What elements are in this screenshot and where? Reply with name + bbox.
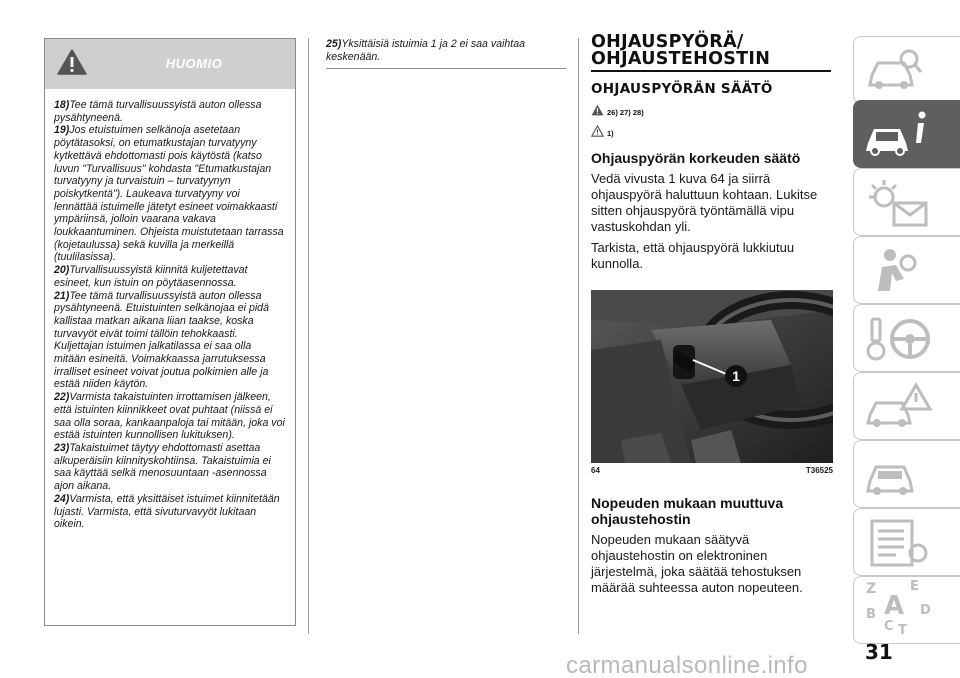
warning-item-21: 21)Tee tämä turvallisuussyistä auton ollessa pysähtyneenä. Etuistuinten selkänojaa ei pidä kallistaa matkan aikana liian taakse, koska turvavyöt eivät toimi tällöin tehokkaasti. Kuljettajan istuimen jalkatilassa ei saa olla mitään esineitä. Voimakkaassa jarrutuksessa irralliset esineet voivat joutua polkimien alle ja estää niiden käytön.: [54, 289, 269, 391]
heading-speed-sensitive-steering: Nopeuden mukaan muuttuva ohjaustehostin: [591, 495, 784, 527]
car-magnify-icon: [864, 45, 924, 95]
callout-1-badge: 1: [725, 365, 747, 387]
tab-emergency[interactable]: [853, 372, 960, 440]
car-info-icon: [864, 109, 934, 159]
caution-triangle-icon: [591, 125, 604, 137]
column-divider-left: [308, 38, 309, 634]
caution-references: 1): [607, 128, 614, 138]
warning-item-23: 23)Takaistuimet täytyy ehdottomasti asettaa alkuperäisiin kiinnityskohtiinsa. Takaistuimia ei saa käyttää selkä menosuuntaan -asennossa ajon aikana.: [54, 441, 271, 493]
section-title-rule: [591, 70, 831, 72]
warning-triangle-icon: [591, 104, 604, 116]
warning-body: [45, 89, 295, 531]
paragraph-speed-sensitive-steering: Nopeuden mukaan säätyvä ohjaustehostin on elektroninen järjestelmä, joka säätää tehostuksen määrää suhteessa auton nopeuteen.: [591, 532, 803, 595]
heading-height-adjustment: Ohjauspyörän korkeuden säätö: [591, 150, 801, 166]
section-title: OHJAUSPYÖRÄ/ OHJAUSTEHOSTIN: [591, 32, 771, 69]
warning-header: [45, 39, 295, 89]
middle-note: 25)Yksittäisiä istuimia 1 ja 2 ei saa vaihtaa keskenään.: [326, 38, 566, 69]
figure-64-photo: [591, 290, 833, 463]
tab-index[interactable]: [853, 576, 960, 644]
car-warning-icon: [864, 381, 934, 435]
tab-maintenance[interactable]: [853, 440, 960, 508]
warning-item-22: 22)Varmista takaistuinten irrottamisen jälkeen, että istuinten kiinnikkeet ovat puhtaat (niissä ei saa olla soraa, kankaanpaloja tai mitään, joka voi estää istuinten kunnollisen lukituksen).: [54, 391, 285, 442]
tab-technical-data[interactable]: [853, 508, 960, 576]
column-divider-right: [578, 38, 579, 634]
warning-lights-icon: [864, 177, 934, 231]
warning-item-24: 24)Varmista, että yksittäiset istuimet kiinnitetään lujasti. Varmista, että sivuturvavyöt lukitaan oikein.: [54, 492, 280, 531]
figure-code: T36525: [805, 466, 833, 475]
warning-reference-row: [591, 103, 833, 117]
paragraph-adjust-instructions: Vedä vivusta 1 kuva 64 ja siirrä ohjauspyörä haluttuun kohtaan. Lukitse sitten ohjauspyörä työntämällä vipu vastuskohdan yli.: [591, 171, 818, 234]
car-service-icon: [864, 449, 924, 503]
warning-item-19: 19)Jos etuistuimen selkänoja asetetaan pöytätasoksi, on etumatkustajan turvatyyny kytkettävä ehdottomasti pois käytöstä (katso luvun "Turvallisuus" kohdasta "Etumatkustajan turvatyyny ja turvaistuin – turvatyynyn poiskytkentä"). Laukeava turvatyyny voi lennättää istuimelle jätetyt esineet voimakkaasti ympäriinsä, jolloin vaarana vakava loukkaantuminen. Ohjeista muistutetaan tarrassa (kojetaulussa) sekä kuvilla ja merkeillä (tuulilasissa).: [54, 124, 284, 264]
airbag-person-icon: [864, 245, 924, 299]
warning-item-20: 20)Turvallisuussyistä kiinnitä kuljetettavat esineet, kun istuin on pöytäasennossa.: [54, 264, 248, 289]
paragraph-check-lock: Tarkista, että ohjauspyörä lukkiutuu kunnolla.: [591, 240, 795, 271]
steering-column-illustration: [591, 290, 833, 463]
caution-reference-row: [591, 124, 833, 138]
alphabet-index-icon: Z E A B C T D: [866, 579, 931, 638]
tab-car-overview[interactable]: [853, 36, 960, 104]
page-number: 31: [865, 640, 893, 664]
figure-caption: [591, 466, 833, 475]
tab-starting-driving[interactable]: [853, 304, 960, 372]
tab-safety[interactable]: [853, 236, 960, 304]
warning-item-18: 18)Tee tämä turvallisuussyistä auton ollessa pysähtyneenä.: [54, 99, 262, 124]
steering-section: [591, 34, 833, 596]
warning-references: 26) 27) 28): [607, 107, 644, 117]
warning-title: HUOMIO: [165, 56, 223, 71]
tab-car-info[interactable]: [853, 100, 960, 168]
figure-number: 64: [591, 466, 600, 475]
tab-lights-warnings[interactable]: [853, 168, 960, 236]
checklist-icon: [864, 517, 934, 571]
watermark: carmanualsonline.info: [566, 652, 808, 678]
subsection-title: OHJAUSPYÖRÄN SÄÄTÖ: [591, 81, 773, 97]
warning-box: [44, 38, 296, 626]
key-steering-icon: [864, 313, 934, 367]
